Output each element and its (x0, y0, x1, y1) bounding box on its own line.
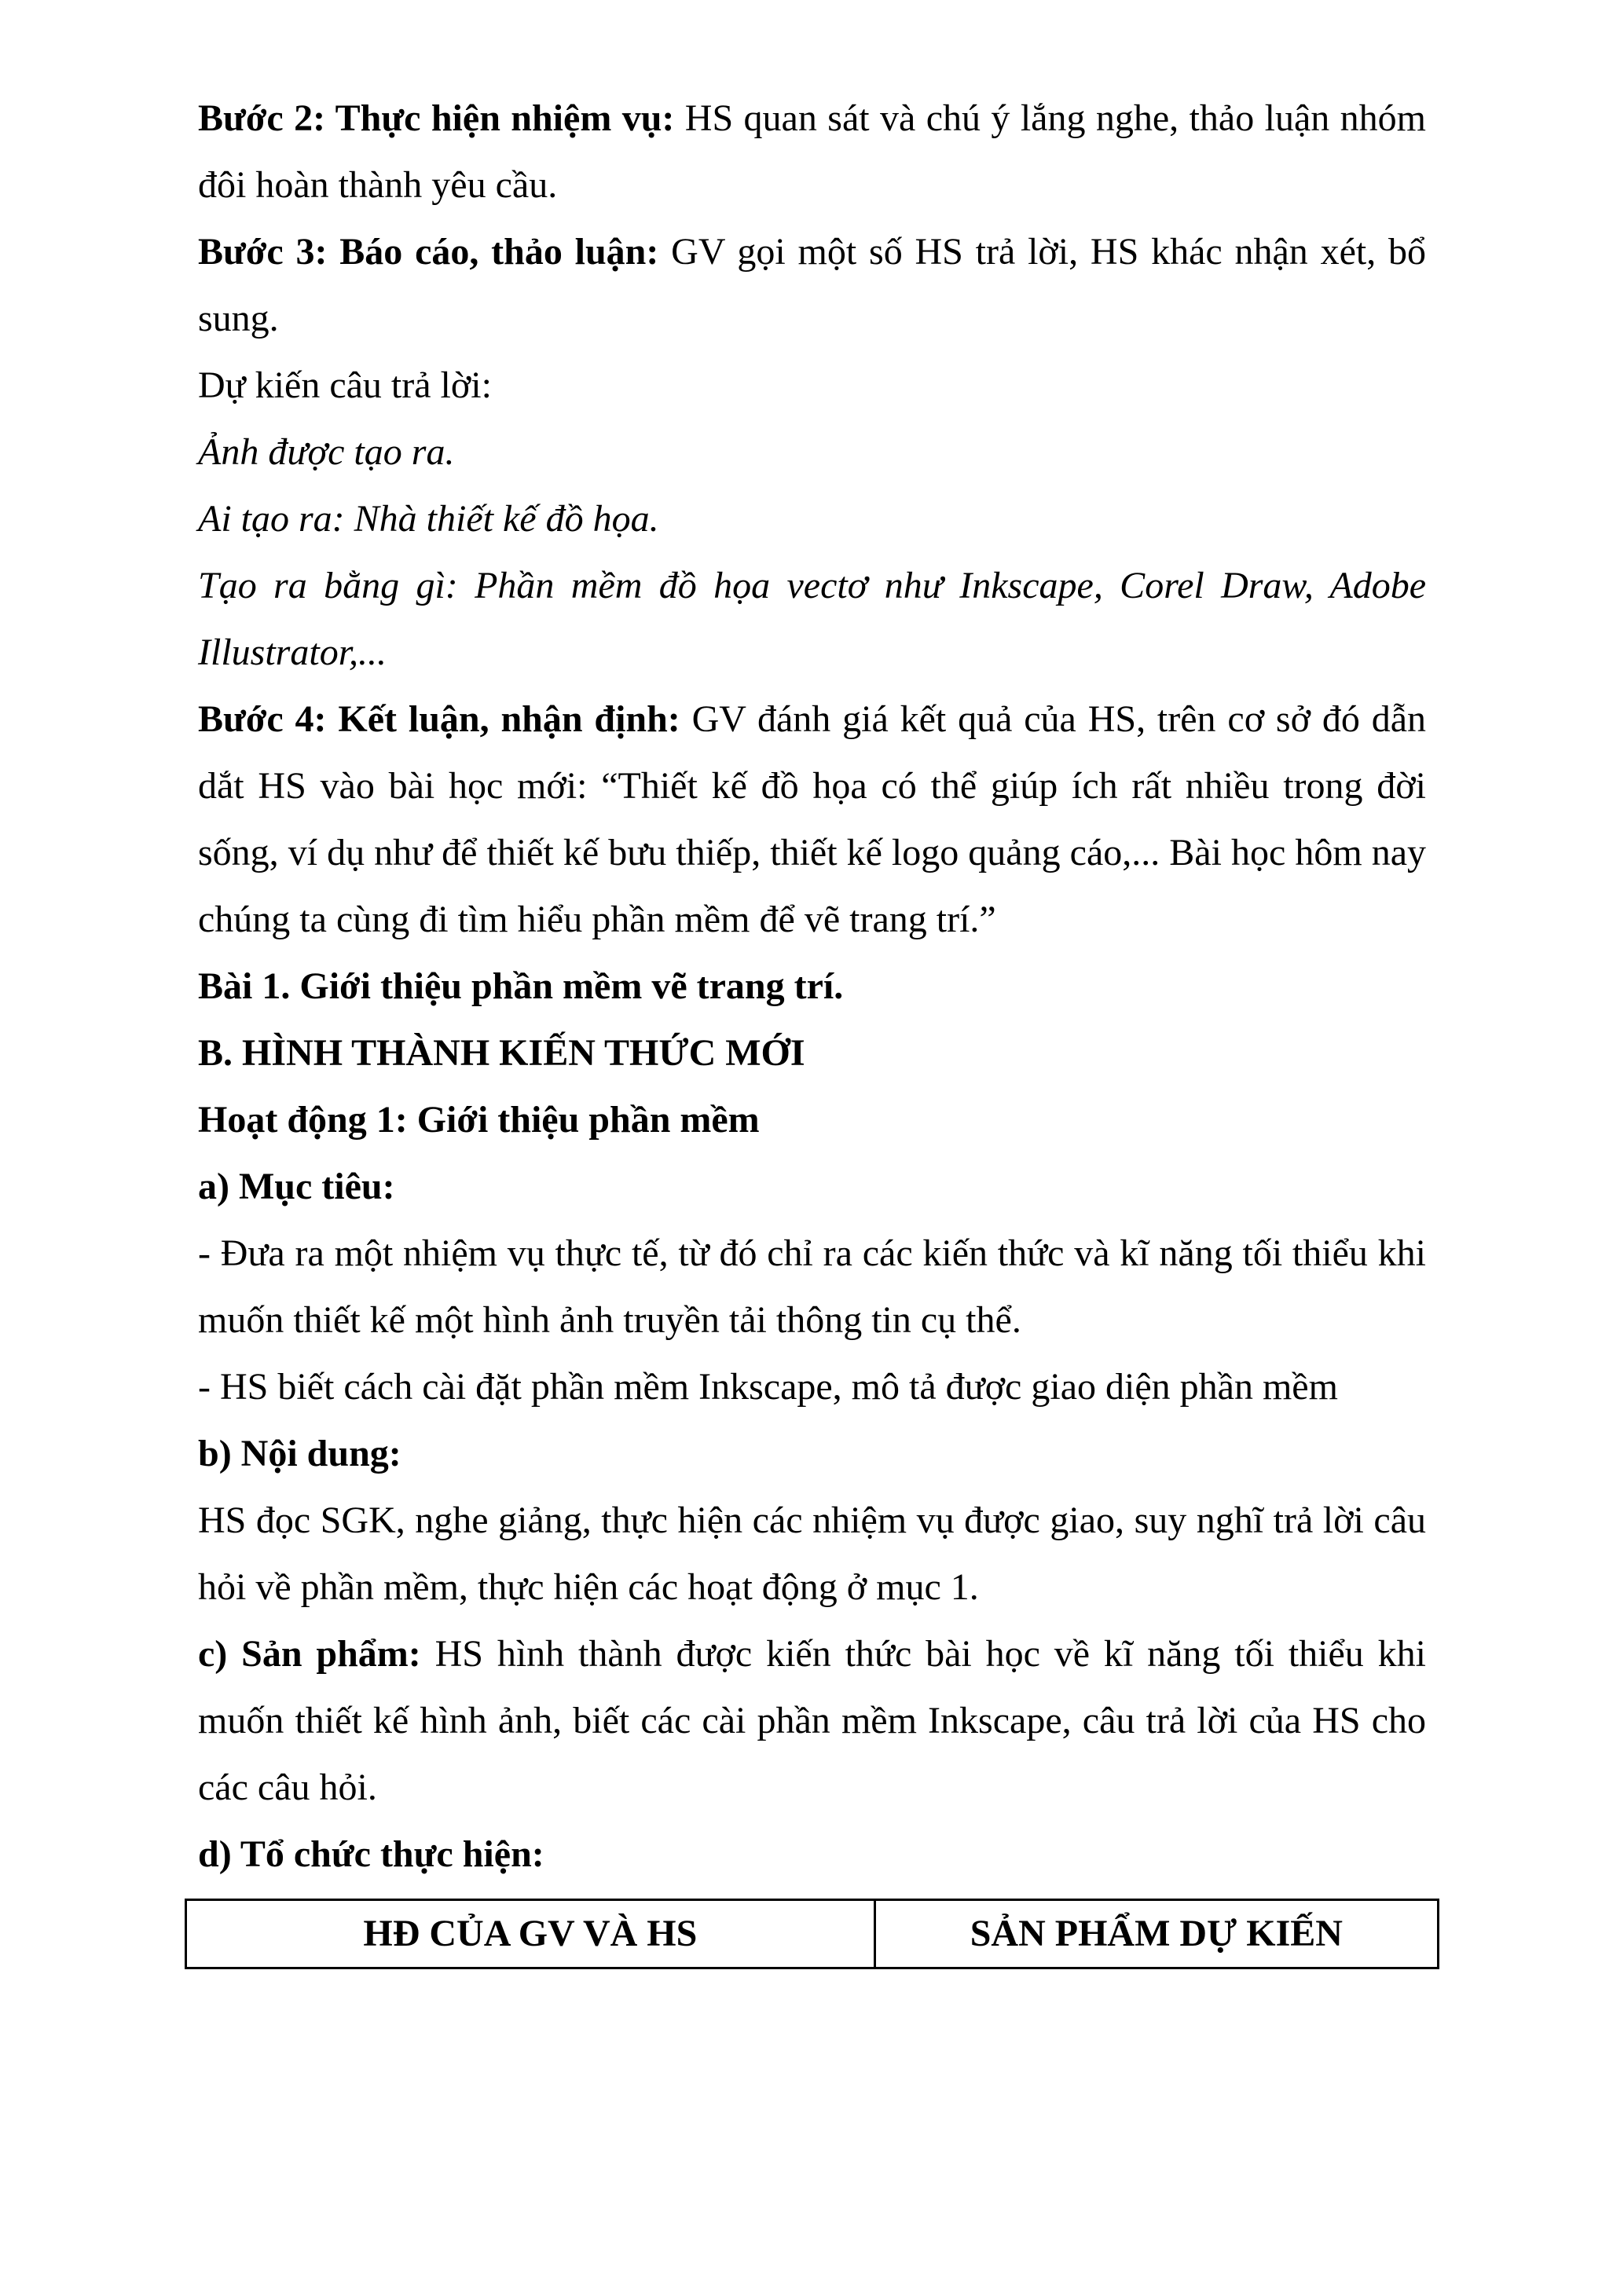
paragraph-step-4 (198, 686, 1426, 953)
step-3-text: GV gọi một số HS trả lời, HS khác nhận xét, bổ sung. (198, 231, 1426, 339)
paragraph-expected-answers-intro (198, 352, 1426, 419)
answer-1-text: Ảnh được tạo ra. (198, 431, 455, 473)
paragraph-answer-1 (198, 419, 1426, 485)
objective-1-text: - Đưa ra một nhiệm vụ thực tế, từ đó chỉ ra các kiến thức và kĩ năng tối thiểu khi muốn thiết kế một hình ảnh truyền tải thông tin cụ thể. (198, 1232, 1426, 1341)
step-4-text: GV đánh giá kết quả của HS, trên cơ sở đó dẫn dắt HS vào bài học mới: “Thiết kế đồ họa có thể giúp ích rất nhiều trong đời sống, ví dụ như để thiết kế bưu thiếp, thiết kế logo quảng cáo,... Bài học hôm nay chúng ta cùng đi tìm hiểu phần mềm để vẽ trang trí.” (198, 698, 1427, 940)
paragraph-step-3 (198, 218, 1426, 352)
objective-2-text: - HS biết cách cài đặt phần mềm Inkscape, mô tả được giao diện phần mềm (198, 1366, 1338, 1408)
section-b-text: B. HÌNH THÀNH KIẾN THỨC MỚI (198, 1032, 805, 1074)
heading-to-chuc (198, 1821, 1426, 1888)
paragraph-answer-2 (198, 485, 1426, 552)
answer-3-text: Tạo ra bằng gì: Phần mềm đồ họa vectơ như Inkscape, Corel Draw, Adobe Illustrator,... (198, 565, 1426, 673)
activity-1-text: Hoạt động 1: Giới thiệu phần mềm (198, 1099, 760, 1141)
paragraph-san-pham (198, 1620, 1426, 1821)
paragraph-objective-2 (198, 1353, 1426, 1420)
heading-lesson-title (198, 953, 1426, 1020)
san-pham-label: c) Sản phẩm: (198, 1633, 435, 1675)
heading-muc-tieu (198, 1153, 1426, 1220)
paragraph-step-2 (198, 85, 1426, 218)
noi-dung-text: b) Nội dung: (198, 1433, 401, 1474)
expected-answers-intro-text: Dự kiến câu trả lời: (198, 364, 492, 406)
lesson-title-text: Bài 1. Giới thiệu phần mềm vẽ trang trí. (198, 965, 844, 1007)
paragraph-objective-1 (198, 1220, 1426, 1353)
step-2-text: HS quan sát và chú ý lắng nghe, thảo luận nhóm đôi hoàn thành yêu cầu. (198, 97, 1426, 206)
muc-tieu-text: a) Mục tiêu: (198, 1166, 395, 1207)
san-pham-text: HS hình thành được kiến thức bài học về kĩ năng tối thiểu khi muốn thiết kế hình ảnh, biết các cài phần mềm Inkscape, câu trả lời của HS cho các câu hỏi. (198, 1633, 1426, 1808)
step-3-label: Bước 3: Báo cáo, thảo luận: (198, 231, 672, 273)
to-chuc-text: d) Tổ chức thực hiện: (198, 1833, 544, 1875)
table-header-hd-gv-hs: HĐ CỦA GV VÀ HS (186, 1900, 875, 1968)
heading-activity-1 (198, 1086, 1426, 1153)
plan-table-header-row (186, 1900, 1439, 1968)
answer-2-text: Ai tạo ra: Nhà thiết kế đồ họa. (198, 498, 659, 540)
table-header-san-pham-du-kien: SẢN PHẨM DỰ KIẾN (874, 1900, 1438, 1968)
step-4-label: Bước 4: Kết luận, nhận định: (198, 698, 692, 740)
heading-section-b (198, 1020, 1426, 1086)
paragraph-content (198, 1487, 1426, 1620)
paragraph-answer-3 (198, 552, 1426, 686)
content-text: HS đọc SGK, nghe giảng, thực hiện các nhiệm vụ được giao, suy nghĩ trả lời câu hỏi về phần mềm, thực hiện các hoạt động ở mục 1. (198, 1500, 1426, 1608)
step-2-label: Bước 2: Thực hiện nhiệm vụ: (198, 97, 685, 139)
heading-noi-dung (198, 1420, 1426, 1487)
plan-table (185, 1899, 1439, 1969)
